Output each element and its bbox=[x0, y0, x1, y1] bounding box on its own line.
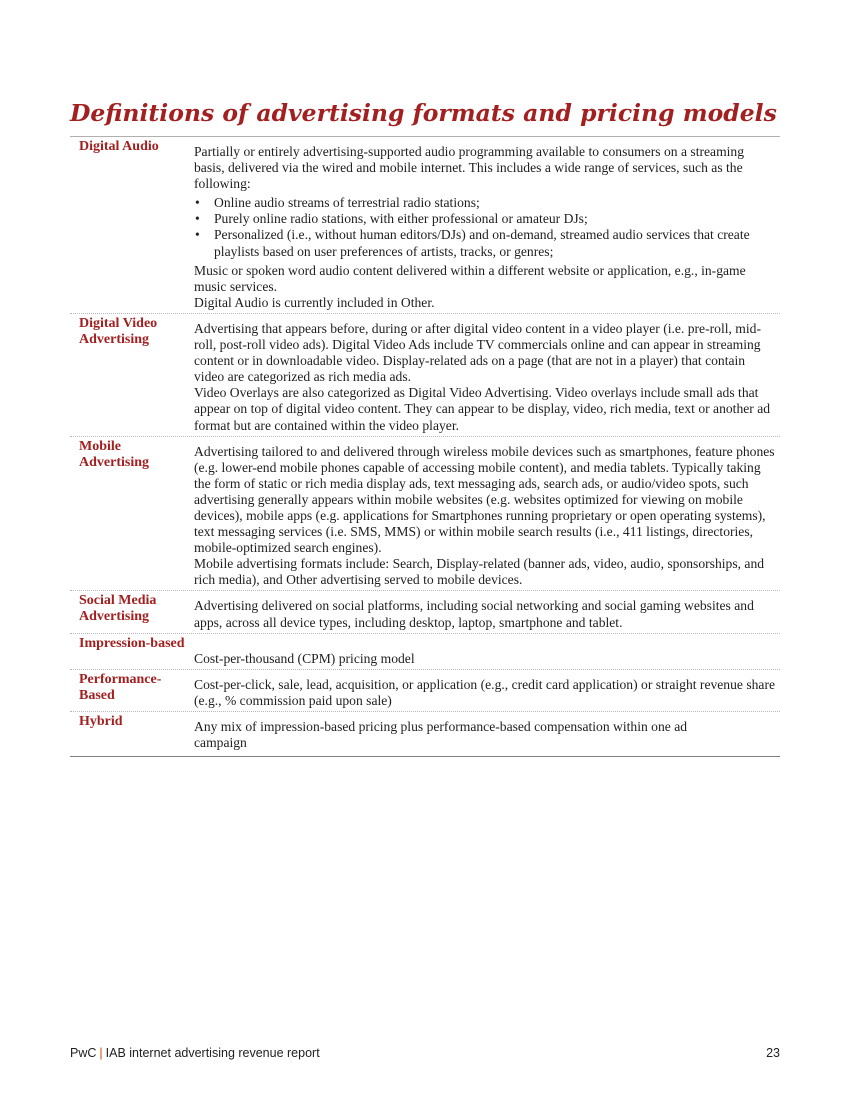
list-item bbox=[195, 211, 776, 227]
definition-paragraph: Cost-per-thousand (CPM) pricing model bbox=[194, 650, 415, 666]
definition-digital-video-advertising bbox=[185, 314, 780, 436]
list-item-text: Purely online radio stations, with either professional or amateur DJs; bbox=[214, 211, 588, 227]
definition-paragraph: Music or spoken word audio content delivered within a different website or application, e.g., in-game music services. bbox=[194, 262, 746, 294]
definition-impression-based bbox=[185, 634, 780, 669]
bullet-icon: • bbox=[195, 211, 200, 227]
definition-row-digital-video bbox=[70, 313, 780, 436]
definition-paragraph: Mobile advertising formats include: Search, Display-related (banner ads, video, audio, sponsorships, and rich media), and Other advertising served to mobile devices. bbox=[194, 556, 765, 588]
footer-brand: PwC bbox=[70, 1046, 97, 1060]
term-mobile-advertising: Mobile Advertising bbox=[79, 438, 149, 470]
footer-report-title: IAB internet advertising revenue report bbox=[105, 1046, 320, 1060]
definition-row-impression-based bbox=[70, 633, 780, 669]
definition-paragraph: Advertising delivered on social platforms, including social networking and social gaming websites and apps, across all device types, including desktop, laptop, smartphone and tablet. bbox=[194, 598, 754, 630]
definition-performance-based bbox=[185, 670, 780, 711]
page-number: 23 bbox=[766, 1046, 780, 1060]
definition-paragraph: Partially or entirely advertising-supported audio programming available to consumers on a streaming basis, delivered via the wired and mobile internet. This includes a wide range of services, such as the following: bbox=[194, 144, 745, 192]
bullet-icon: • bbox=[195, 227, 200, 243]
definitions-table bbox=[70, 136, 780, 757]
definition-mobile-advertising bbox=[185, 437, 780, 591]
bullet-list bbox=[194, 195, 776, 259]
definition-row-hybrid bbox=[70, 711, 780, 756]
bullet-icon: • bbox=[195, 195, 200, 211]
definition-paragraph: Video Overlays are also categorized as Digital Video Advertising. Video overlays include small ads that appear on top of digital video content. They can appear to be display, video, rich media, text or another ad format but are contained within the video player. bbox=[194, 385, 771, 433]
definition-paragraph: Advertising tailored to and delivered through wireless mobile devices such as smartphones, feature phones (e.g. lower-end mobile phones capable of accessing mobile content), and media tablets. Typically taking the form of static or rich media display ads, text messaging ads, search ads, or audio/video spots, such advertising generally appears within mobile websites (e.g. websites optimized for viewing on mobile devices), mobile apps (e.g. applications for Smartphones running proprietary or open operating systems), text messaging services (i.e. SMS, MMS) or within mobile search results (i.e., 411 listings, directories, mobile-optimized search engines). bbox=[194, 443, 775, 556]
definition-row-performance-based bbox=[70, 669, 780, 711]
definition-paragraph: Any mix of impression-based pricing plus performance-based compensation within one ad campaign bbox=[194, 718, 688, 750]
term-impression-based: Impression-based bbox=[79, 635, 185, 651]
term-social-media-advertising: Social Media Advertising bbox=[79, 593, 157, 625]
list-item-text: Personalized (i.e., without human editors/DJs) and on-demand, streamed audio services that create playlists based on user preferences of artists, tracks, or genres; bbox=[214, 227, 750, 259]
page-footer bbox=[70, 1046, 780, 1060]
list-item bbox=[195, 195, 776, 211]
definition-paragraph: Digital Audio is currently included in Other. bbox=[194, 294, 435, 310]
definition-row-social-media bbox=[70, 590, 780, 632]
list-item bbox=[195, 227, 776, 259]
definition-row-digital-audio bbox=[70, 137, 780, 313]
definition-social-media-advertising bbox=[185, 591, 780, 632]
term-digital-audio: Digital Audio bbox=[79, 139, 159, 154]
term-digital-video-advertising: Digital Video Advertising bbox=[79, 315, 158, 347]
term-hybrid: Hybrid bbox=[79, 713, 123, 729]
definition-paragraph: Cost-per-click, sale, lead, acquisition, or application (e.g., credit card application) or straight revenue share (e.g., % commission paid upon sale) bbox=[194, 676, 776, 708]
list-item-text: Online audio streams of terrestrial radio stations; bbox=[214, 195, 480, 211]
footer-separator: | bbox=[99, 1046, 103, 1060]
definition-paragraph: Advertising that appears before, during or after digital video content in a video player (i.e. pre-roll, mid-roll, post-roll video ads). Digital Video Ads include TV commercials online and can appear in streaming content or in downloadable video. Display-related ads on a page (that are not in a player) that contain video are categorized as rich media ads. bbox=[194, 320, 761, 385]
definition-row-mobile bbox=[70, 436, 780, 591]
term-performance-based: Performance-Based bbox=[79, 671, 162, 703]
page-title: Definitions of advertising formats and pricing models bbox=[70, 99, 777, 127]
definition-hybrid bbox=[185, 712, 780, 756]
definition-digital-audio bbox=[185, 137, 780, 313]
